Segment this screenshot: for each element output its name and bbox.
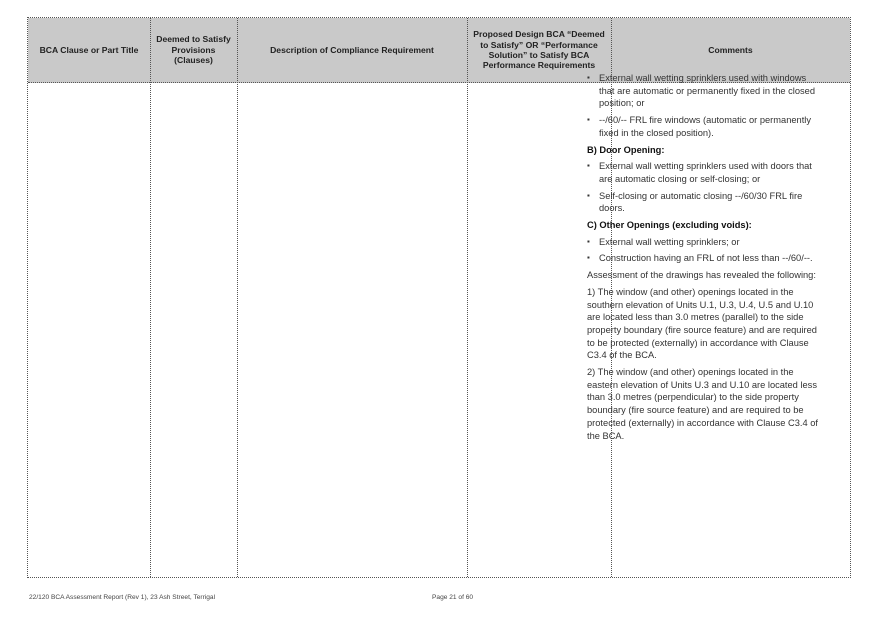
list-item: ▪ External wall wetting sprinklers used with doors that are automatic closing or self-closing; or — [587, 160, 819, 185]
finding-2: 2) The window (and other) openings located in the eastern elevation of Units U.3 and U.10 are located less than 3.0 metres (perpendicular) to the side property boundary (fire source feature) and are required to be protected (externally) in accordance with Clause C3.4 of the BCA. — [587, 367, 818, 441]
list-item: ▪ Construction having an FRL of not less than --/60/--. — [587, 252, 819, 265]
list-item: ▪ External wall wetting sprinklers used with windows that are automatic or permanently fixed in the closed position; or — [587, 72, 819, 110]
header-comments: Comments — [708, 44, 753, 55]
header-bca-clause: BCA Clause or Part Title — [39, 44, 139, 55]
other-options-list — [587, 236, 819, 265]
list-item: ▪ Self-closing or automatic closing --/60/30 FRL fire doors. — [587, 190, 819, 215]
header-deemed-to-satisfy: Deemed to Satisfy Provisions (Clauses) — [156, 34, 231, 66]
column-divider — [237, 18, 238, 577]
assessment-intro: Assessment of the drawings has revealed the following: — [587, 270, 816, 281]
header-proposed-design: Proposed Design BCA “Deemed to Satisfy” OR “Performance Solution” to Satisfy BCA Performance Requirements — [473, 29, 605, 71]
finding-1: 1) The window (and other) openings located in the southern elevation of Units U.1, U.3, U.4, U.5 and U.10 are located less than 3.0 metres (parallel) to the side property boundary (fire source feature) and are required to be protected (externally) in accordance with Clause C3.4 of the BCA. — [587, 286, 817, 361]
footer-report-title: 22/120 BCA Assessment Report (Rev 1), 23 Ash Street, Terrigal — [29, 594, 216, 601]
door-options-list — [587, 160, 819, 215]
footer-page-number: Page 21 of 60 — [432, 594, 474, 601]
header-description: Description of Compliance Requirement — [270, 44, 434, 55]
column-divider — [150, 18, 151, 577]
list-item: ▪ --/60/-- FRL fire windows (automatic or permanently fixed in the closed position). — [587, 114, 819, 139]
list-item: ▪ External wall wetting sprinklers; or — [587, 236, 819, 249]
other-openings-heading: C) Other Openings (excluding voids): — [587, 220, 752, 231]
comments-cell — [587, 72, 819, 446]
door-opening-heading: B) Door Opening: — [587, 144, 665, 155]
window-options-list — [587, 72, 819, 140]
column-divider — [467, 18, 468, 577]
